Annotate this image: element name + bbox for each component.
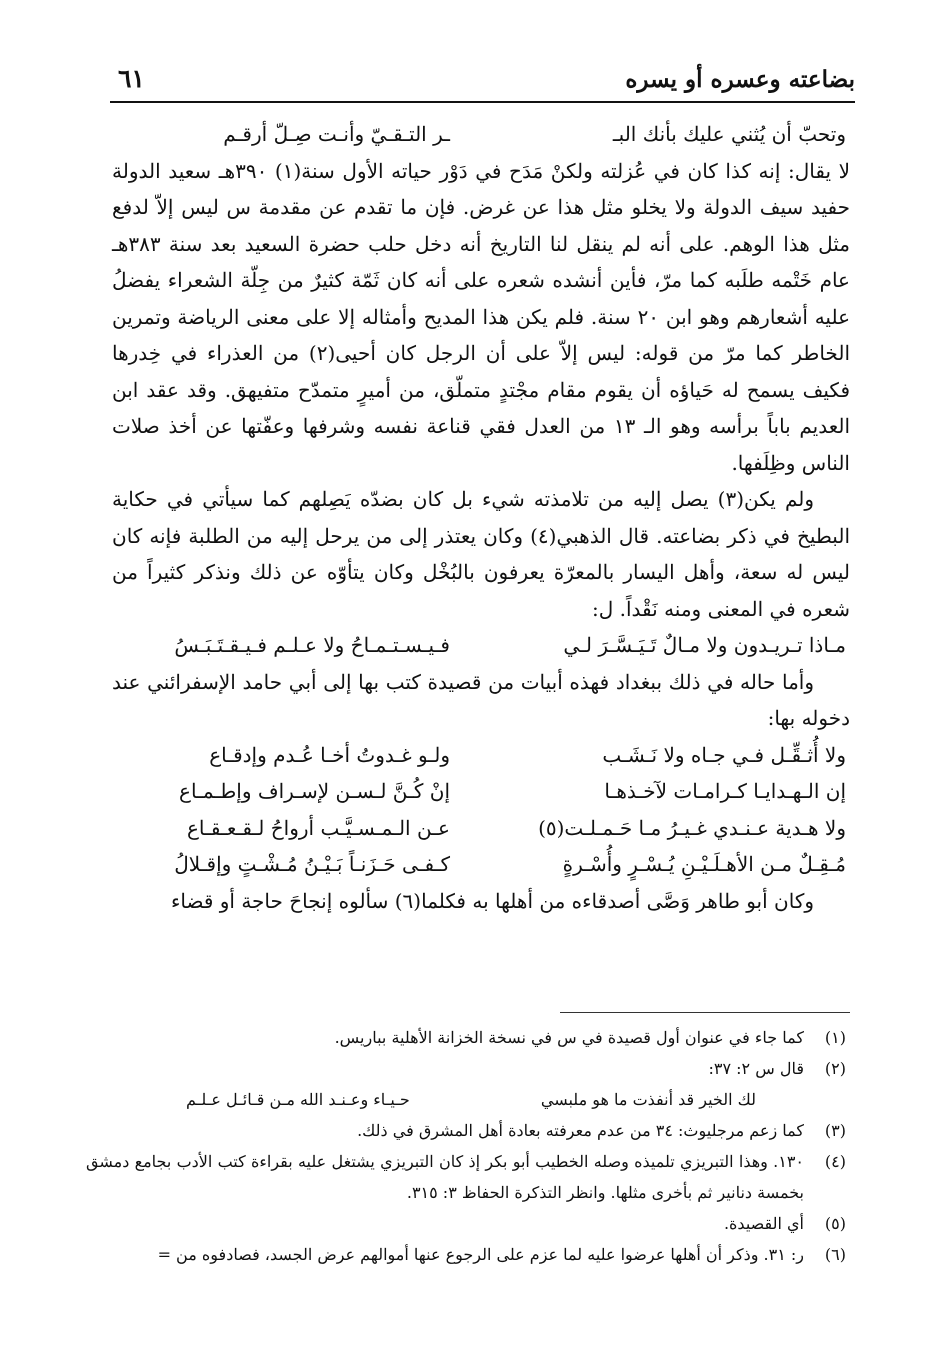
- footnote-text: ١٣٠. وهذا التبريزي تلميذه وصله الخطيب أبو بكر إذ كان التبريزي يشتغل عليه بقراءة كتب الأدب بجامع دمشق بخمسة دنانير ثم بأخرى مثلها. وانظر التذكرة الحفاظ ٣: ٣١٥.: [86, 1152, 805, 1202]
- verse-hemistich-second: حـيـاء وعـنـد الله مـن قـائـل عـلـم: [186, 1090, 410, 1109]
- verse-line: [112, 810, 850, 847]
- footnote: [86, 1022, 846, 1053]
- verse-hemistich-first: لك الخير قد أنفذت ما هو ملبسي: [540, 1090, 756, 1109]
- footnote: [86, 1115, 846, 1146]
- footnote-number: (٥): [824, 1214, 846, 1233]
- verse-hemistich-first: مُـقِـلٌ مـن الأهـلَـيْـنِ يُـسْـرٍ وأُسْـرةٍ: [562, 852, 846, 876]
- verse-line: [112, 116, 850, 153]
- verse-hemistich-second: ولـو غـدوتُ أخـا عُـدم وإدقـاع: [209, 742, 450, 767]
- footnote-verse: [86, 1084, 846, 1115]
- main-text: [112, 116, 850, 919]
- footnote-text: قال س ٢: ٣٧:: [708, 1059, 804, 1078]
- verse-hemistich-first: مـاذا تـريـدون ولا مـالٌ تَـيَـسَّـرَ لـي: [563, 633, 846, 657]
- footnote-text: كما جاء في عنوان أول قصيدة في س في نسخة الخزانة الأهلية بباريس.: [334, 1028, 804, 1047]
- verse-hemistich-second: إنْ كُـنَّ لـسـن لإسـراف وإطـمـاع: [179, 779, 450, 803]
- verse-hemistich-second: كـفـى حَـزَنـاً بَـيْـنُ مُـشْـتٍ وإقـلالُ: [174, 852, 450, 876]
- footnote: [86, 1053, 846, 1084]
- paragraph: وأما حاله في ذلك ببغداد فهذه أبيات من قصيدة كتب بها إلى أبي حامد الإسفرائني عند دخوله بها:: [112, 669, 850, 730]
- running-title: بضاعته وعسره أو يسره: [625, 66, 855, 93]
- verse-line: [112, 737, 850, 774]
- footnote: [86, 1208, 846, 1239]
- footnote-text: كما زعم مرجليوث: ٣٤ من عدم معرفته بعادة أهل المشرق في ذلك.: [357, 1121, 804, 1140]
- footnote-number: (١): [824, 1028, 846, 1047]
- verse-line: [112, 773, 850, 810]
- footnote-text: ر: ٣١. وذكر أن أهلها عرضوا عليه لما عزم على الرجوع عنها أموالهم عرض الجسد، فصادفوه من =: [157, 1245, 804, 1264]
- footnote: [86, 1239, 846, 1270]
- header-rule: [110, 101, 855, 103]
- verse-hemistich-first: ولا هـدية عـنـدي غـيـرُ مـا حَـمـلـت(٥): [538, 815, 846, 840]
- verse-hemistich-first: ولا أُثـقِّـل فـي جـاه ولا نَـشَـب: [602, 742, 846, 767]
- verse-hemistich-second: ـر التـقـيّ وأنـت صِـلّ أرقـم: [223, 122, 450, 146]
- verse-line: [112, 627, 850, 664]
- page-number: ٦١: [118, 64, 145, 93]
- footnote-number: (٣): [824, 1121, 846, 1140]
- verse-hemistich-first: إن الـهـدايـا كـرامـات لآخـذهـا: [604, 779, 846, 803]
- verse-hemistich-second: عـن الـمـسـيَّـب أرواحُ لـقـعـقـاع: [186, 815, 450, 840]
- verse-hemistich-first: وتحبّ أن يُثني عليك بأنك البـ: [612, 122, 846, 146]
- verse-line: [112, 846, 850, 883]
- paragraph: ولم يكن(٣) يصل إليه من تلامذته شيء بل كان بضدّه يَصِلهم كما سيأتي في حكاية البطيخ في ذكر بضاعته. قال الذهبي(٤) وكان يعتذر إلى من يرحل إليه من الطلبة فإنه كان ليس له سعة، وأهل اليسار بالمعرّة يعرفون بالبُخْل وكان يتأوّه عن ذلك ونذكر كثيراً من شعره في المعنى ومنه نَقْداً. ل:: [112, 487, 850, 621]
- footnote-number: (٤): [824, 1152, 846, 1171]
- footnotes: [86, 1022, 846, 1270]
- footnote-number: (٦): [824, 1245, 846, 1264]
- footnote-separator: [560, 1012, 850, 1013]
- verse-hemistich-second: فـيـسـتـمـاحُ ولا عـلـم فـيـقـتَـبَـسُ: [174, 633, 450, 657]
- footnote-number: (٢): [824, 1059, 846, 1078]
- paragraph: لا يقال: إنه كذا كان في عُزلته ولكنْ مَدَح في دَوْر حياته الأول سنة(١) ٣٩٠هـ سعيد الدولة حفيد سيف الدولة ولا يخلو مثل هذا عن غرض. فإن ما تقدم عن مقدمة س ليس إلاّ لدفع مثل هذا الوهم. على أنه لم ينقل لنا التاريخ أنه دخل حلب حضرة السعيد بعد سنة ٣٨٣هـ عام خَتْمه طلَبه كما مرّ، فأين أنشده شعره على أنه كان ثَمّة كثيرٌ من جِلّة الشعراء يفضلُ عليه أشعارهم وهو ابن ٢٠ سنة. فلم يكن هذا المديح وأمثاله إلا على معنى الرياضة وتمرين الخاطر كما مرّ من قوله: ليس إلاّ على أن الرجل كان أحيى(٢) من العذراء في خِدرها فكيف يسمح له حَياؤه أن يقوم مقام مجْتدٍ متملّق، من أميرٍ متمدّح متفيهق. وقد عقد ابن العديم باباً برأسه وهو الـ ١٣ من العدل فقي قناعة نفسه وشرفها وعفّتها عن أخذ صلات الناس وظِلَفها.: [112, 158, 851, 475]
- running-header: [110, 58, 855, 100]
- footnote: [86, 1146, 846, 1208]
- footnote-text: أي القصيدة.: [723, 1214, 804, 1233]
- paragraph: وكان أبو طاهر وَصَّى أصدقاءه من أهلها به فكلما(٦) سألوه إنجاحَ حاجة أو قضاء: [171, 888, 814, 913]
